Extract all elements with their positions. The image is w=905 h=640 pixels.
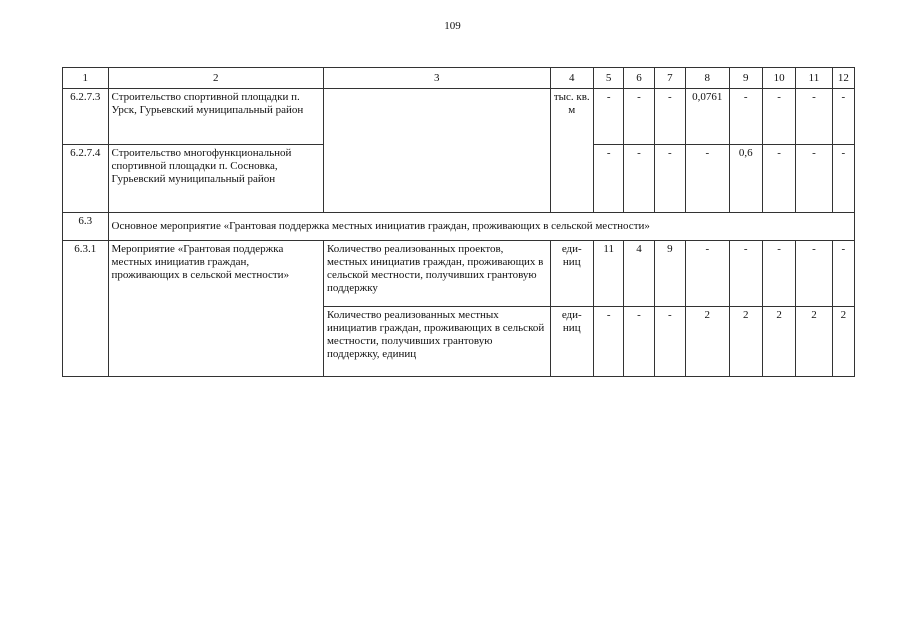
header-cell: 12 (832, 68, 854, 89)
value-cell: 4 (624, 241, 654, 307)
value-cell: - (832, 89, 854, 145)
value-cell: - (729, 241, 762, 307)
value-cell: 2 (796, 307, 832, 377)
value-cell: - (654, 89, 685, 145)
value-cell: 11 (594, 241, 624, 307)
table-row (63, 241, 855, 307)
value-cell: - (624, 307, 654, 377)
data-table (62, 67, 855, 377)
header-cell: 4 (550, 68, 593, 89)
row-number: 6.3 (63, 213, 109, 241)
value-cell: - (762, 89, 795, 145)
row-name: Строительство спортивной площадки п. Урск, Гурьевский муниципальный район (108, 89, 323, 145)
section-title: Основное мероприятие «Грантовая поддержка местных инициатив граждан, проживающих в сельской местности» (108, 213, 854, 241)
row-number: 6.2.7.4 (63, 145, 109, 213)
value-cell: - (594, 145, 624, 213)
value-cell: - (594, 89, 624, 145)
header-row (63, 68, 855, 89)
unit-cell: тыс. кв. м (550, 89, 593, 213)
indicator-cell-empty (323, 89, 550, 213)
row-number: 6.3.1 (63, 241, 109, 377)
value-cell: - (832, 241, 854, 307)
row-name: Мероприятие «Грантовая поддержка местных инициатив граждан, проживающих в сельской местности» (108, 241, 323, 377)
value-cell: 2 (832, 307, 854, 377)
value-cell: 0,6 (729, 145, 762, 213)
row-number: 6.2.7.3 (63, 89, 109, 145)
header-cell: 11 (796, 68, 832, 89)
header-cell: 8 (686, 68, 729, 89)
header-cell: 5 (594, 68, 624, 89)
header-cell: 6 (624, 68, 654, 89)
value-cell: - (654, 145, 685, 213)
value-cell: - (796, 241, 832, 307)
page-number: 109 (444, 20, 461, 32)
header-cell: 3 (323, 68, 550, 89)
value-cell: - (729, 89, 762, 145)
value-cell: - (594, 307, 624, 377)
table-row (63, 213, 855, 241)
row-name: Строительство многофункциональной спортивной площадки п. Сосновка, Гурьевский муниципальный район (108, 145, 323, 213)
value-cell: 0,0761 (686, 89, 729, 145)
value-cell: - (686, 241, 729, 307)
unit-cell: еди- ниц (550, 241, 593, 307)
value-cell: 2 (686, 307, 729, 377)
value-cell: - (624, 89, 654, 145)
value-cell: - (624, 145, 654, 213)
value-cell: 2 (729, 307, 762, 377)
value-cell: 2 (762, 307, 795, 377)
header-cell: 2 (108, 68, 323, 89)
header-cell: 1 (63, 68, 109, 89)
indicator-text: Количество реализованных проектов, местных инициатив граждан, проживающих в сельской местности, получивших грантовую поддержку (323, 241, 550, 307)
value-cell: - (686, 145, 729, 213)
table-row (63, 89, 855, 145)
value-cell: - (796, 145, 832, 213)
indicator-text: Количество реализованных местных инициатив граждан, проживающих в сельской местности, получивших грантовую поддержку, единиц (323, 307, 550, 377)
header-cell: 9 (729, 68, 762, 89)
header-cell: 7 (654, 68, 685, 89)
value-cell: - (762, 241, 795, 307)
value-cell: - (832, 145, 854, 213)
value-cell: - (762, 145, 795, 213)
unit-cell: еди- ниц (550, 307, 593, 377)
value-cell: - (654, 307, 685, 377)
value-cell: - (796, 89, 832, 145)
value-cell: 9 (654, 241, 685, 307)
header-cell: 10 (762, 68, 795, 89)
